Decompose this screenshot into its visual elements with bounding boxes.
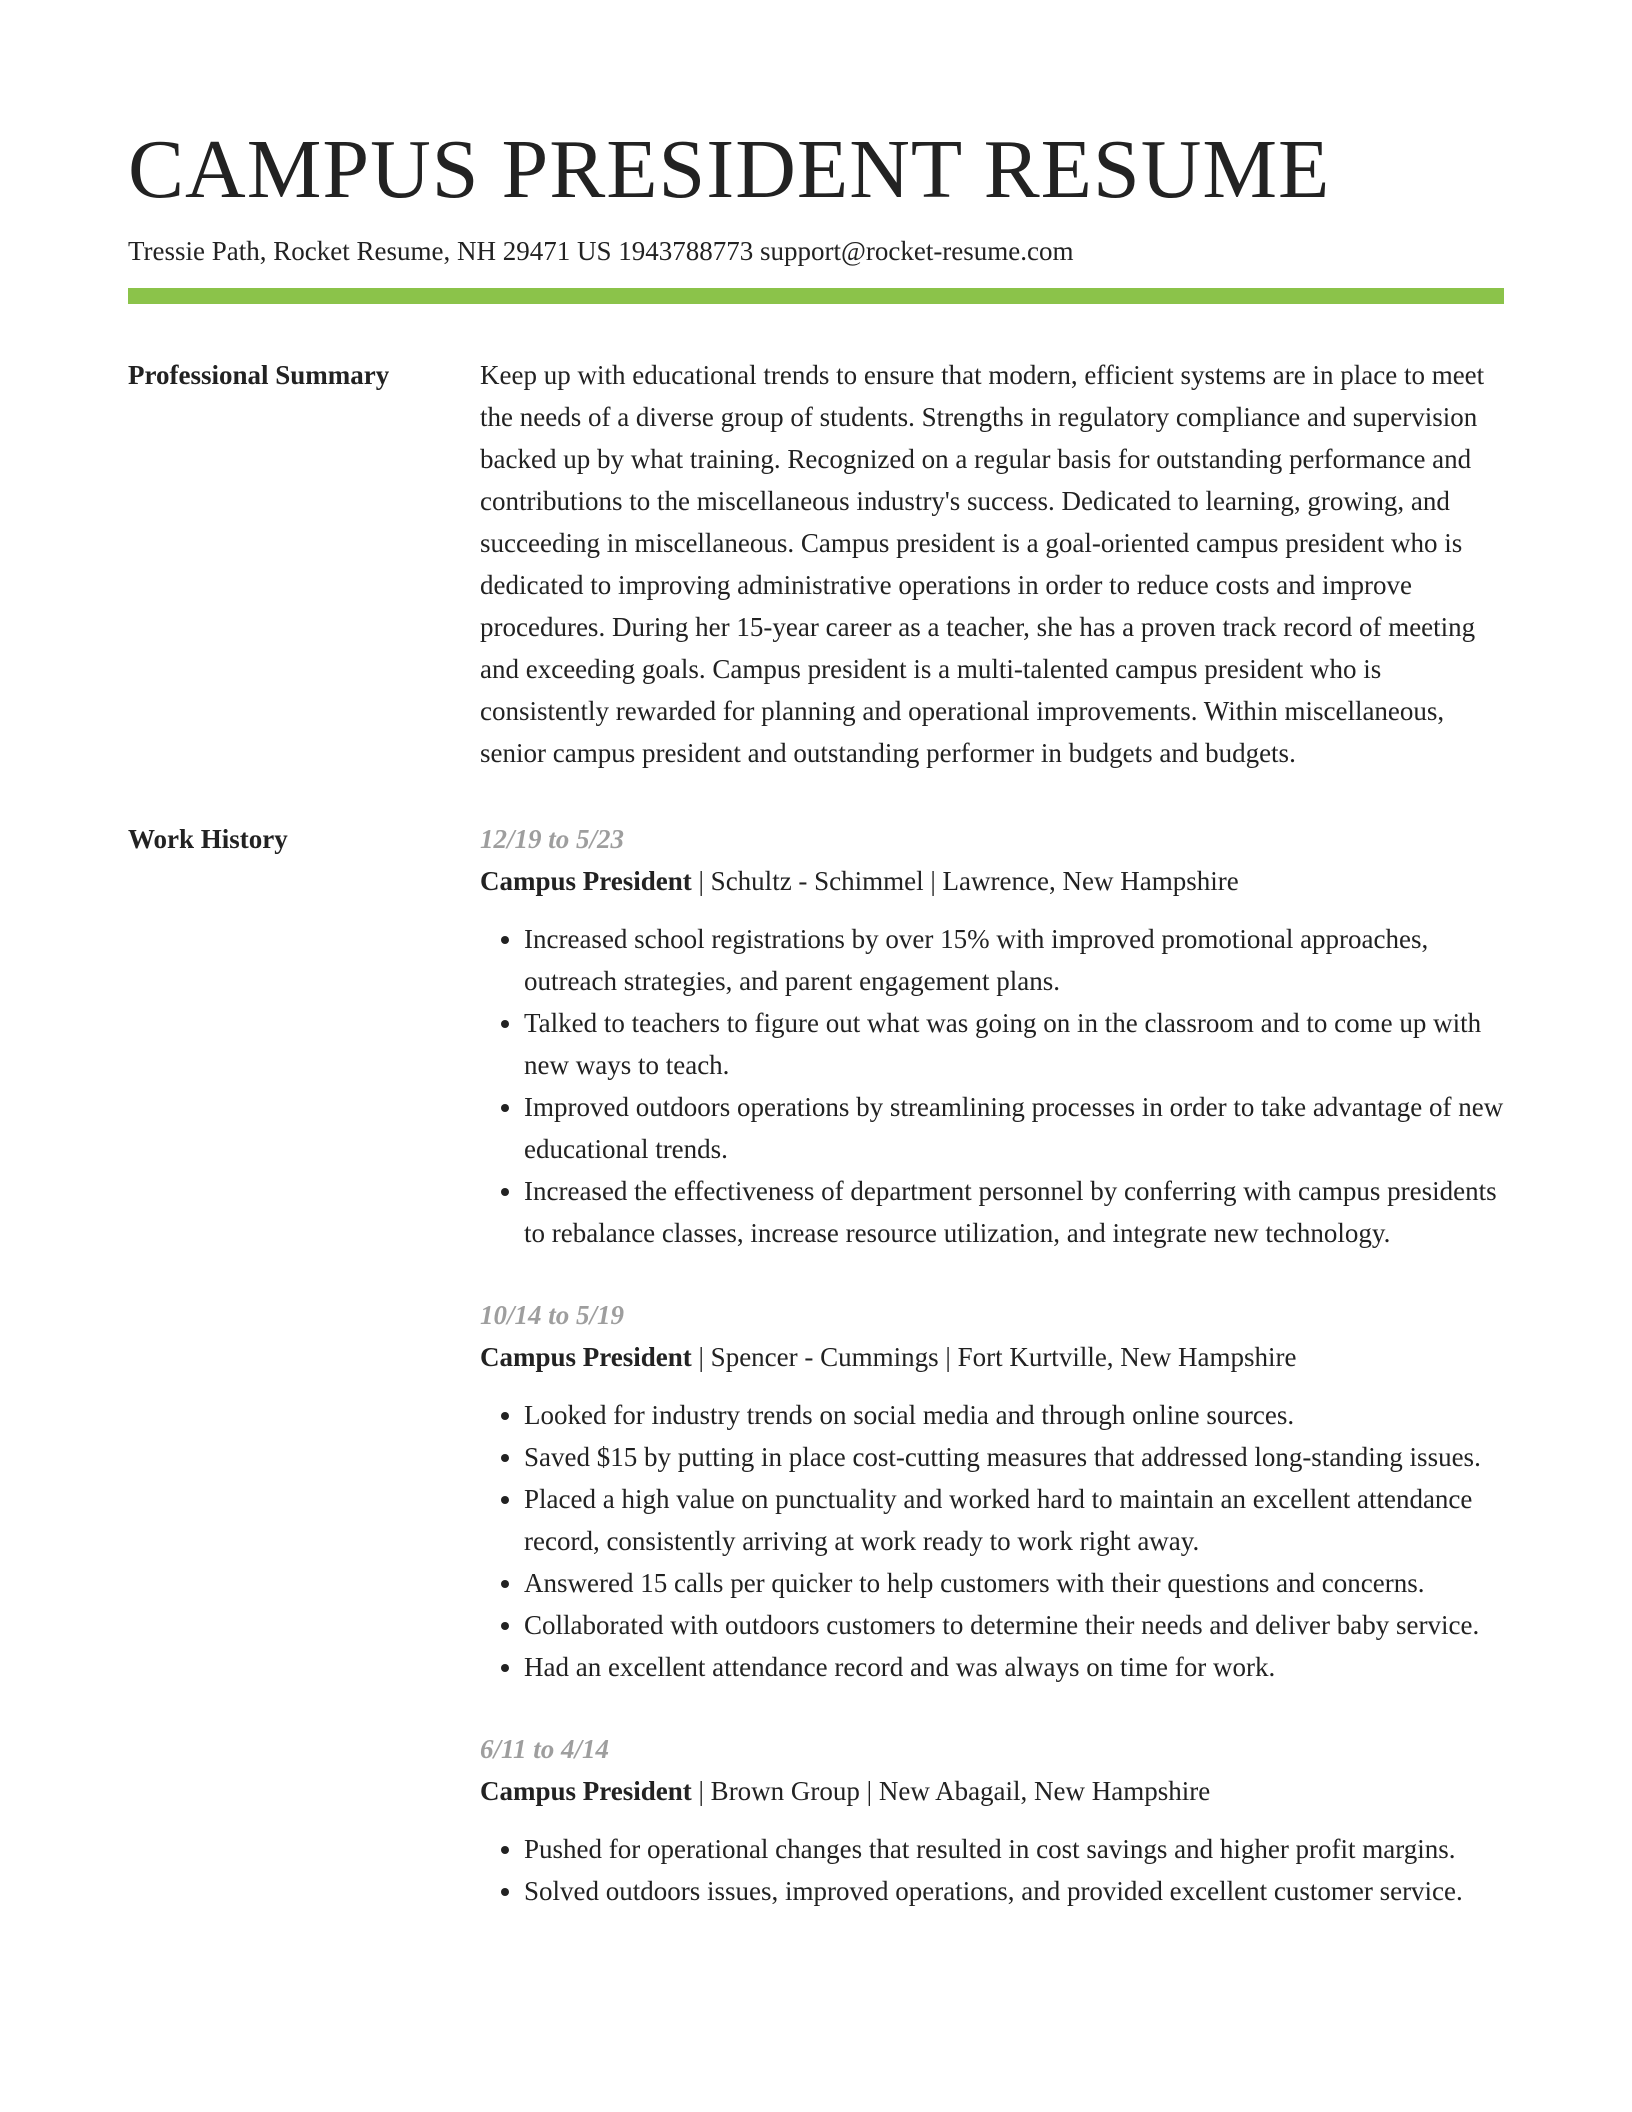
job-heading (480, 1336, 1504, 1378)
list-item: • Talked to teachers to figure out what was going on in the classroom and to come up with new ways to teach. (524, 1002, 1504, 1086)
job-entry (480, 1728, 1504, 1912)
job-bullets (480, 1828, 1504, 1912)
contact-line: Tressie Path, Rocket Resume, NH 29471 US 1943788773 support@rocket-resume.com (128, 236, 1074, 266)
job-dates: 6/11 to 4/14 (480, 1734, 610, 1764)
summary-body (480, 354, 1504, 774)
list-item: • Increased the effectiveness of department personnel by conferring with campus presidents to rebalance classes, increase resource utilization, and integrate new technology. (524, 1170, 1504, 1254)
summary-section (128, 354, 1504, 774)
list-item: • Saved $15 by putting in place cost-cutting measures that addressed long-standing issues. (524, 1436, 1504, 1478)
list-item: • Pushed for operational changes that resulted in cost savings and higher profit margins. (524, 1828, 1504, 1870)
section-label-work-history: Work History (128, 824, 288, 854)
resume-title: CAMPUS PRESIDENT RESUME (128, 123, 1331, 216)
job-dates: 10/14 to 5/19 (480, 1300, 625, 1330)
list-item: • Increased school registrations by over 15% with improved promotional approaches, outreach strategies, and parent engagement plans. (524, 918, 1504, 1002)
summary-text: Keep up with educational trends to ensure that modern, efficient systems are in place to meet the needs of a diverse group of students. Strengths in regulatory compliance and supervision backed up by what training. Recognized on a regular basis for outstanding performance and contributions to the miscellaneous industry's success. Dedicated to learning, growing, and succeeding in miscellaneous. Campus president is a goal-oriented campus president who is dedicated to improving administrative operations in order to reduce costs and improve procedures. During her 15-year career as a teacher, she has a proven track record of meeting and exceeding goals. Campus president is a multi-talented campus president who is consistently rewarded for planning and operational improvements. Within miscellaneous, senior campus president and outstanding performer in budgets and budgets. (480, 360, 1485, 768)
list-item: • Looked for industry trends on social media and through online sources. (524, 1394, 1504, 1436)
job-details: | Spencer - Cummings | Fort Kurtville, New Hampshire (691, 1342, 1297, 1372)
job-title: Campus President (480, 1776, 692, 1806)
section-label-summary: Professional Summary (128, 360, 390, 390)
job-heading (480, 860, 1504, 902)
job-title: Campus President (480, 1342, 692, 1372)
job-title: Campus President (480, 866, 692, 896)
list-item: • Placed a high value on punctuality and worked hard to maintain an excellent attendance record, consistently arriving at work ready to work right away. (524, 1478, 1504, 1562)
list-item: • Answered 15 calls per quicker to help customers with their questions and concerns. (524, 1562, 1504, 1604)
work-history-body (480, 818, 1504, 1952)
job-details: | Brown Group | New Abagail, New Hampshire (691, 1776, 1211, 1806)
job-entry (480, 818, 1504, 1254)
job-entry (480, 1294, 1504, 1688)
list-item: • Collaborated with outdoors customers to determine their needs and deliver baby service. (524, 1604, 1504, 1646)
list-item: • Had an excellent attendance record and was always on time for work. (524, 1646, 1504, 1688)
job-bullets (480, 918, 1504, 1254)
list-item: • Improved outdoors operations by streamlining processes in order to take advantage of new educational trends. (524, 1086, 1504, 1170)
work-history-section (128, 818, 1504, 1952)
job-bullets (480, 1394, 1504, 1688)
accent-divider (128, 288, 1504, 304)
job-dates: 12/19 to 5/23 (480, 824, 625, 854)
job-heading (480, 1770, 1504, 1812)
job-details: | Schultz - Schimmel | Lawrence, New Hampshire (691, 866, 1239, 896)
list-item: • Solved outdoors issues, improved operations, and provided excellent customer service. (524, 1870, 1504, 1912)
